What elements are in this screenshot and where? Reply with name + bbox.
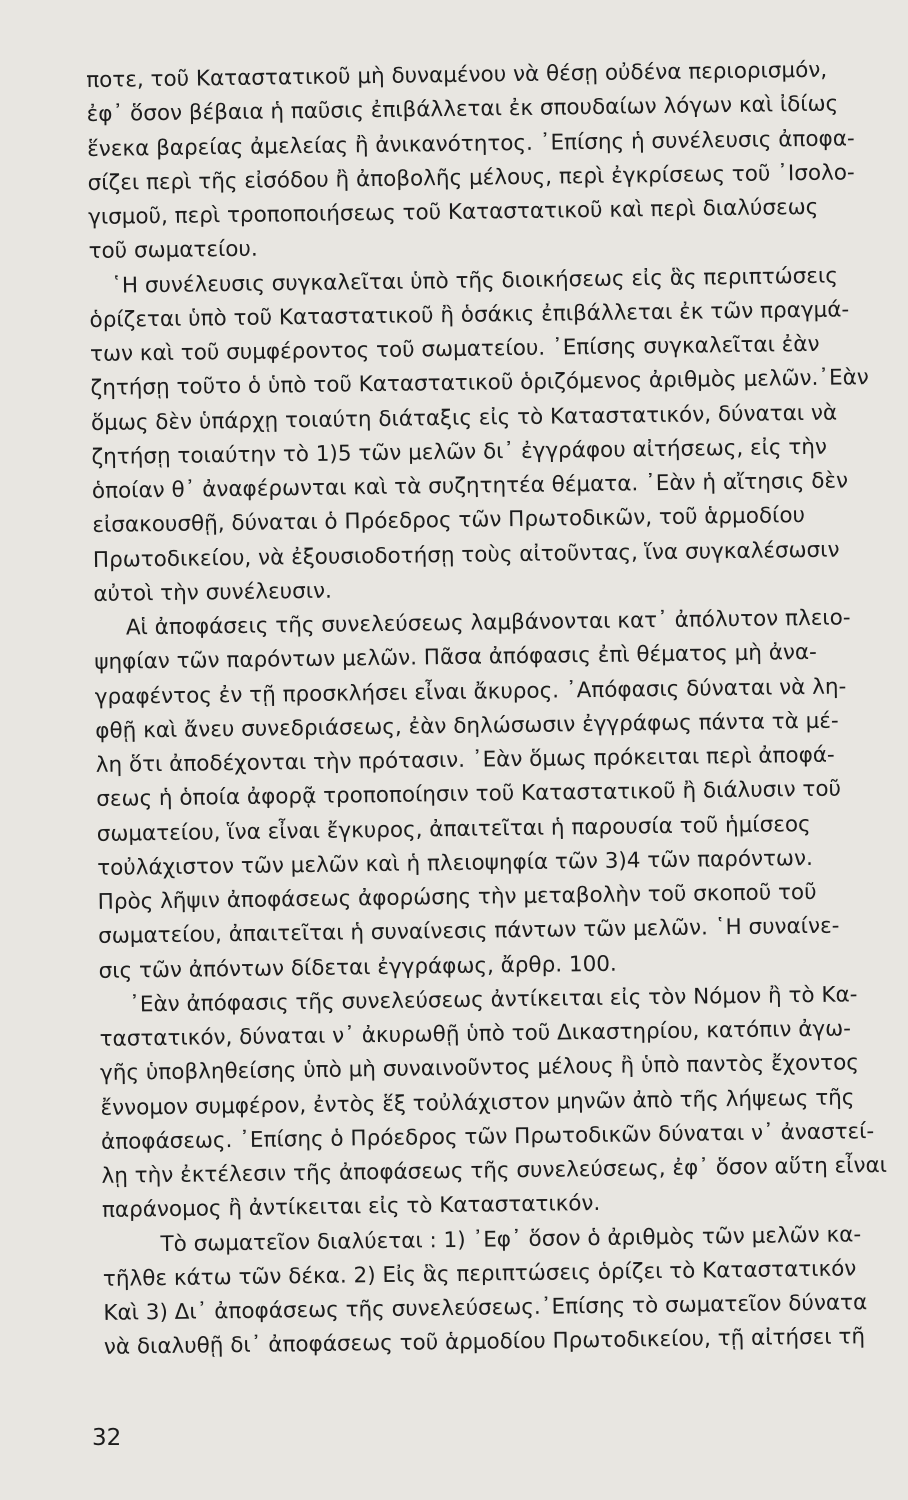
text-line: τοῦ σωματείου. <box>88 236 258 265</box>
text-line: Αἱ ἀποφάσεις τῆς συνελεύσεως λαμβάνονται κατ᾽ ἀπόλυτον πλειο- <box>125 605 851 641</box>
page-body-text <box>86 53 908 1366</box>
text-line: αὐτοὶ τὴν συνέλευσιν. <box>93 578 333 607</box>
text-line: σις τῶν ἀπόντων δίδεται ἐγγράφως, ἄρθρ. 100. <box>98 951 617 984</box>
text-line: φθῇ καὶ ἄνευ συνεδριάσεως, ἐὰν δηλώσωσιν ἐγγράφως πάντα τὰ μέ- <box>95 708 839 744</box>
text-line: ὁποίαν θ᾽ ἀναφέρωνται καὶ τὰ συζητητέα θέματα. ᾽Εὰν ἡ αἴτησις δὲν <box>91 468 849 504</box>
text-line: γραφέντος ἐν τῇ προσκλήσει εἶναι ἄκυρος. ᾽Απόφασις δύναται νὰ λη- <box>94 673 847 710</box>
text-line: γῆς ὑποβληθείσης ὑπὸ μὴ συναινοῦντος μέλους ἢ ὑπὸ παντὸς ἔχοντος <box>99 1050 860 1087</box>
text-line: νὰ διαλυθῇ δι᾽ ἀποφάσεως τοῦ ἁρμοδίου Πρωτοδικείου, τῇ αἰτήσει τῆ <box>103 1324 866 1361</box>
text-line: σωματείου, ἀπαιτεῖται ἡ συναίνεσις πάντων τῶν μελῶν. ῾Η συναίνε- <box>98 913 840 950</box>
text-line: Πρωτοδικείου, νὰ ἐξουσιοδοτήσῃ τοὺς αἰτοῦντας, ἵνα συγκαλέσωσιν <box>92 537 840 573</box>
text-line: ὅμως δὲν ὑπάρχῃ τοιαύτη διάταξις εἰς τὸ Καταστατικόν, δύναται νὰ <box>90 400 838 436</box>
text-line: τῆλθε κάτω τῶν δέκα. 2) Εἰς ἃς περιπτώσεις ὁρίζει τὸ Καταστατικόν <box>102 1256 857 1292</box>
text-line: ποτε, τοῦ Καταστατικοῦ μὴ δυναμένου νὰ θέσῃ οὐδένα περιορισμόν, <box>86 57 828 93</box>
text-line: γισμοῦ, περὶ τροποποιήσεως τοῦ Καταστατικοῦ καὶ περὶ διαλύσεως <box>87 194 819 230</box>
text-line: Τὸ σωματεῖον διαλύεται : 1) ᾽Εφ᾽ ὅσον ὁ ἀριθμὸς τῶν μελῶν κα- <box>160 1221 862 1257</box>
text-line: σεως ἡ ὁποία ἀφορᾷ τροποποίησιν τοῦ Καταστατικοῦ ἢ διάλυσιν τοῦ <box>96 776 842 813</box>
text-line: ζητήσῃ τοῦτο ὁ ὑπὸ τοῦ Καταστατικοῦ ὁριζόμενος ἀριθμὸς μελῶν.᾽Εὰν <box>90 365 870 402</box>
text-line: ταστατικόν, δύναται ν᾽ ἀκυρωθῇ ὑπὸ τοῦ Δικαστηρίου, κατόπιν ἀγω- <box>99 1016 852 1052</box>
page-number: 32 <box>92 1425 122 1451</box>
text-line: ῾Η συνέλευσις συγκαλεῖται ὑπὸ τῆς διοικήσεως εἰς ἃς περιπτώσεις <box>110 263 839 299</box>
text-line: σίζει περὶ τῆς εἰσόδου ἢ ἀποβολῆς μέλους, περὶ ἐγκρίσεως τοῦ ᾽Ισολο- <box>87 160 855 196</box>
text-line: ᾽Εὰν ἀπόφασις τῆς συνελεύσεως ἀντίκειται εἰς τὸν Νόμον ἢ τὸ Κα- <box>128 982 858 1018</box>
text-line: λη ὅτι ἀποδέχονται τὴν πρότασιν. ᾽Εὰν ὅμως πρόκειται περὶ ἀποφά- <box>95 742 835 778</box>
text-line: Καὶ 3) Δι᾽ ἀποφάσεως τῆς συνελεύσεως.᾽Επίσης τὸ σωματεῖον δύνατα <box>103 1290 868 1326</box>
text-line: Πρὸς λῆψιν ἀποφάσεως ἀφορώσης τὴν μεταβολὴν τοῦ σκοποῦ τοῦ <box>97 879 817 915</box>
text-line: παράνομος ἢ ἀντίκειται εἰς τὸ Καταστατικόν. <box>101 1191 601 1224</box>
text-line: λῃ τὴν ἐκτέλεσιν τῆς ἀποφάσεως τῆς συνελεύσεως, ἐφ᾽ ὅσον αὕτη εἶναι <box>101 1152 888 1189</box>
text-line: ζητήσῃ τοιαύτην τὸ 1)5 τῶν μελῶν δι᾽ ἐγγράφου αἰτήσεως, εἰς τὴν <box>91 434 828 470</box>
text-line: των καὶ τοῦ συμφέροντος τοῦ σωματείου. ᾽Επίσης συγκαλεῖται ἐὰν <box>89 331 820 367</box>
text-line: τοὐλάχιστον τῶν μελῶν καὶ ἡ πλειοψηφία τῶν 3)4 τῶν παρόντων. <box>97 845 813 881</box>
text-line: ὁρίζεται ὑπὸ τοῦ Καταστατικοῦ ἢ ὁσάκις ἐπιβάλλεται ἐκ τῶν πραγμά- <box>89 297 850 333</box>
text-line: ἀποφάσεως. ᾽Επίσης ὁ Πρόεδρος τῶν Πρωτοδικῶν δύναται ν᾽ ἀναστεί- <box>100 1118 875 1155</box>
text-line: σωματείου, ἵνα εἶναι ἔγκυρος, ἀπαιτεῖται ἡ παρουσία τοῦ ἡμίσεος <box>96 811 811 847</box>
text-line: ἐφ᾽ ὅσον βέβαια ἡ παῦσις ἐπιβάλλεται ἐκ σπουδαίων λόγων καὶ ἰδίως <box>86 91 839 128</box>
text-line: ἕνεκα βαρείας ἀμελείας ἢ ἀνικανότητος. ᾽Επίσης ἡ συνέλευσις ἀποφα- <box>87 125 855 162</box>
text-line: ψηφίαν τῶν παρόντων μελῶν. Πᾶσα ἀπόφασις ἐπὶ θέματος μὴ ἀνα- <box>94 640 818 676</box>
text-line: ἔννομον συμφέρον, ἐντὸς ἕξ τοὐλάχιστον μηνῶν ἀπὸ τῆς λήψεως τῆς <box>100 1084 855 1121</box>
text-line: εἰσακουσθῇ, δύναται ὁ Πρόεδρος τῶν Πρωτοδικῶν, τοῦ ἁρμοδίου <box>92 503 806 539</box>
